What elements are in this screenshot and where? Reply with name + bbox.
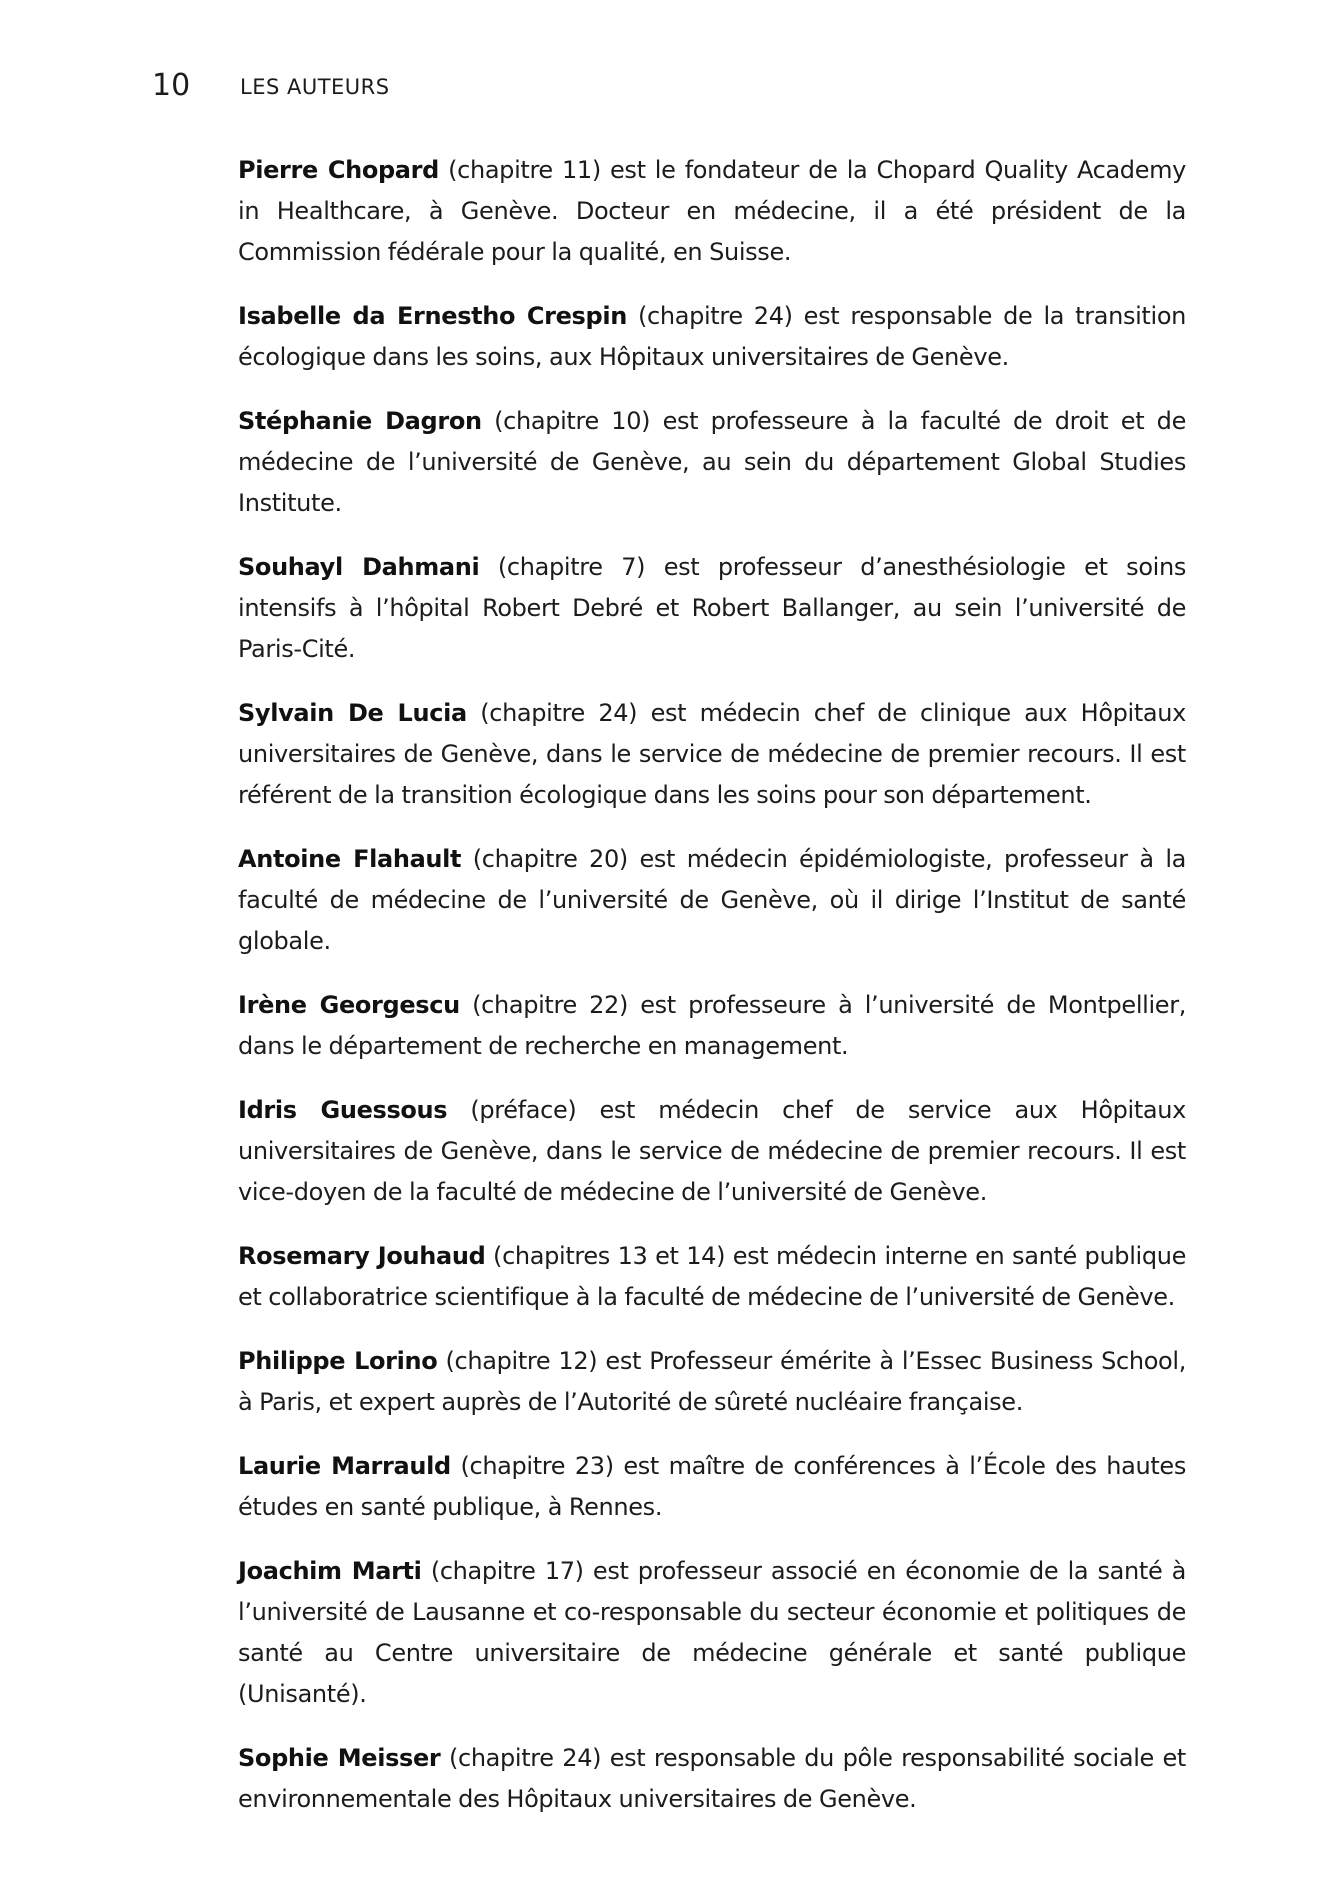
page-number: 10 [152,68,191,103]
author-bio: (chapitre 12) est Professeur émérite à l’Essec Business School, à Paris, et expert auprès de l’Autorité de sûreté nucléaire française. [238,1347,1186,1416]
author-bio: (chapitres 13 et 14) est médecin interne en santé publique et collaboratrice scientifique à la faculté de médecine de l’université de Genève. [238,1242,1186,1311]
author-name: Philippe Lorino [238,1347,438,1375]
author-name: Pierre Chopard [238,156,439,184]
running-title: LES AUTEURS [240,75,390,99]
author-bio: (chapitre 10) est professeure à la faculté de droit et de médecine de l’université de Genève, au sein du département Global Studies Institute. [238,407,1186,517]
author-name: Laurie Marrauld [238,1452,451,1480]
author-bio: (chapitre 7) est professeur d’anesthésiologie et soins intensifs à l’hôpital Robert Debré et Robert Ballanger, au sein l’université de Paris-Cité. [238,553,1186,663]
author-entry [238,1090,1186,1213]
author-entry [238,1236,1186,1318]
author-name: Stéphanie Dagron [238,407,482,435]
author-name: Joachim Marti [238,1557,422,1585]
author-bio: (chapitre 22) est professeure à l’université de Montpellier, dans le département de recherche en management. [238,991,1186,1060]
author-list [238,150,1186,1843]
author-entry [238,547,1186,670]
author-entry [238,401,1186,524]
author-bio: (chapitre 17) est professeur associé en économie de la santé à l’université de Lausanne et co-responsable du secteur économie et politiques de santé au Centre universitaire de médecine générale et santé publique (Unisanté). [238,1557,1186,1708]
author-entry [238,1341,1186,1423]
author-entry [238,1446,1186,1528]
author-bio: (chapitre 11) est le fondateur de la Chopard Quality Academy in Healthcare, à Genève. Docteur en médecine, il a été président de la Commission fédérale pour la qualité, en Suisse. [238,156,1186,266]
author-entry [238,1738,1186,1820]
author-name: Rosemary Jouhaud [238,1242,486,1270]
author-name: Souhayl Dahmani [238,553,480,581]
author-bio: (chapitre 24) est médecin chef de clinique aux Hôpitaux universitaires de Genève, dans le service de médecine de premier recours. Il est référent de la transition écologique dans les soins pour son département. [238,699,1186,809]
author-name: Isabelle da Ernestho Crespin [238,302,627,330]
author-entry [238,839,1186,962]
author-bio: (chapitre 23) est maître de conférences à l’École des hautes études en santé publique, à Rennes. [238,1452,1186,1521]
author-name: Antoine Flahault [238,845,462,873]
author-entry [238,693,1186,816]
author-name: Sylvain De Lucia [238,699,467,727]
author-bio: (préface) est médecin chef de service aux Hôpitaux universitaires de Genève, dans le service de médecine de premier recours. Il est vice-doyen de la faculté de médecine de l’université de Genève. [238,1096,1186,1206]
author-name: Idris Guessous [238,1096,448,1124]
author-name: Sophie Meisser [238,1744,441,1772]
author-bio: (chapitre 24) est responsable du pôle responsabilité sociale et environnementale des Hôpitaux universitaires de Genève. [238,1744,1186,1813]
author-bio: (chapitre 24) est responsable de la transition écologique dans les soins, aux Hôpitaux universitaires de Genève. [238,302,1187,371]
author-entry [238,985,1186,1067]
page-header [0,66,1339,106]
author-name: Irène Georgescu [238,991,460,1019]
author-entry [238,1551,1186,1715]
author-entry [238,296,1186,378]
author-bio: (chapitre 20) est médecin épidémiologiste, professeur à la faculté de médecine de l’université de Genève, où il dirige l’Institut de santé globale. [238,845,1186,955]
author-entry [238,150,1186,273]
